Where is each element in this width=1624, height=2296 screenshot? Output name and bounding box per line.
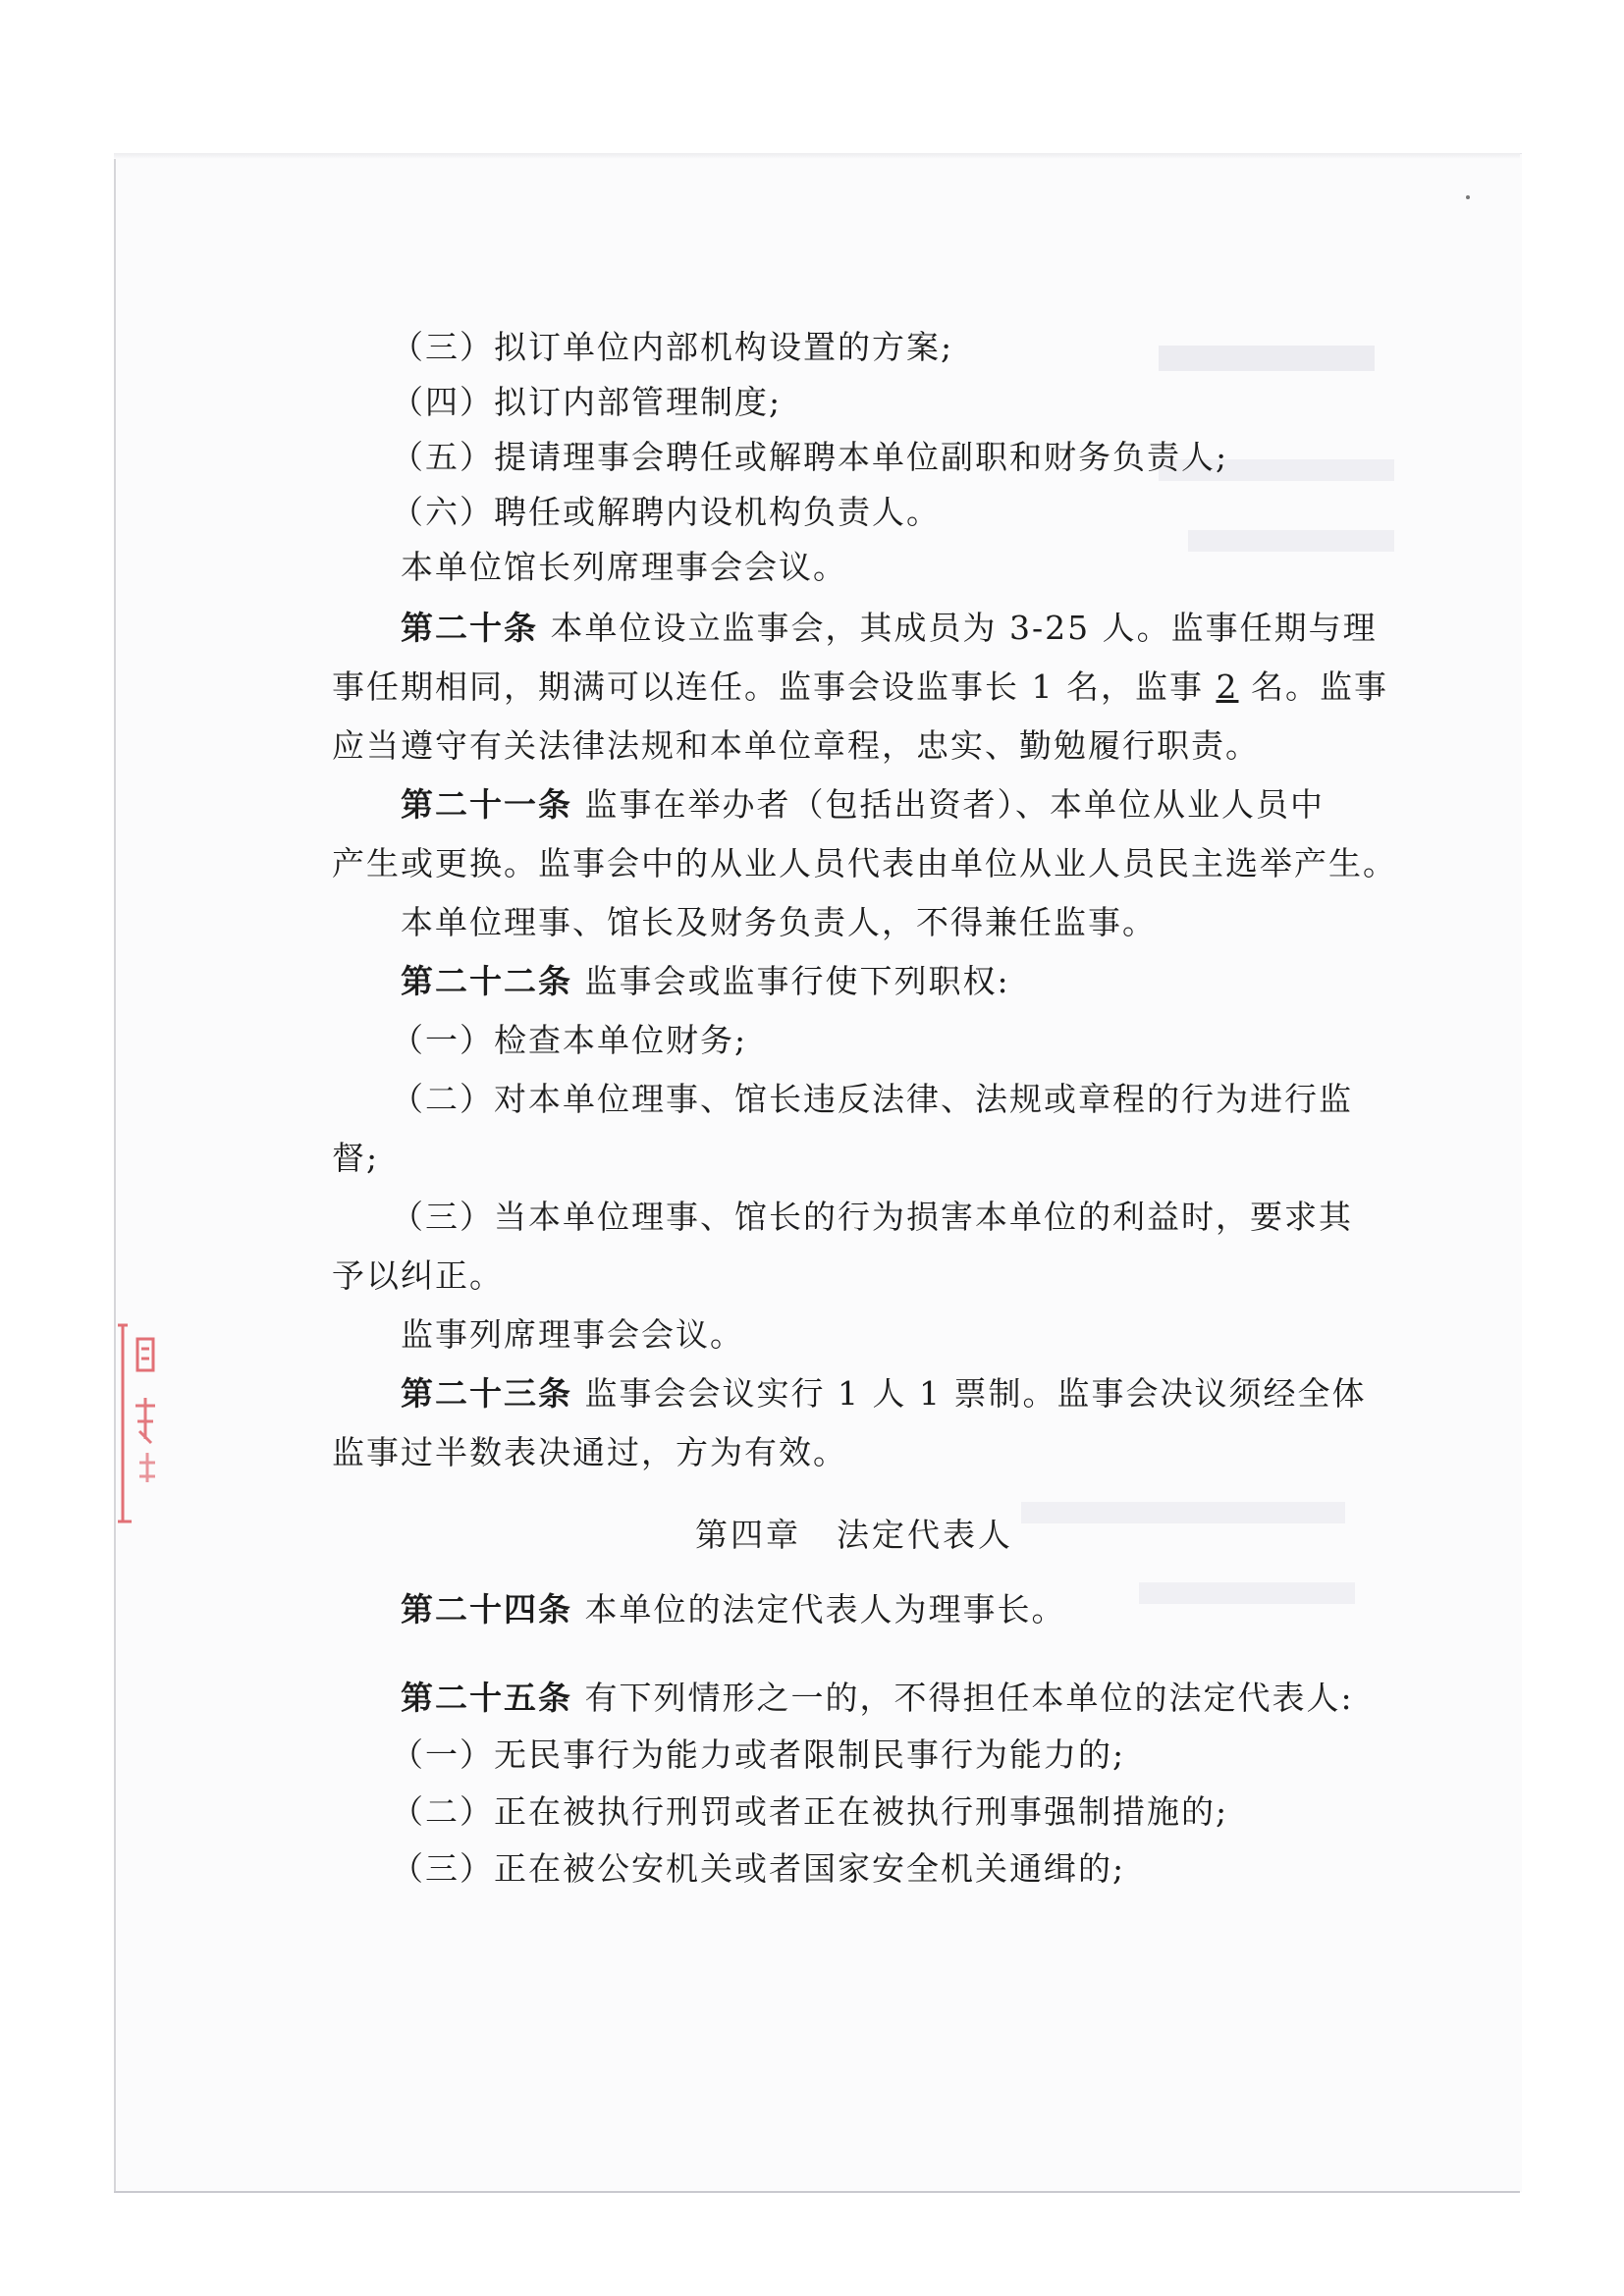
line-text-tail: 名。监事 — [1238, 667, 1388, 706]
article-heading: 第二十条 — [401, 609, 538, 647]
article-text: 监事会或监事行使下列职权: — [572, 962, 1010, 1000]
text-line: （四）拟订内部管理制度; — [391, 383, 783, 421]
article-text: 有下列情形之一的，不得担任本单位的法定代表人: — [572, 1679, 1354, 1717]
text-line: 应当遵守有关法律法规和本单位章程，忠实、勤勉履行职责。 — [332, 726, 1260, 765]
text-line: 监事过半数表决通过，方为有效。 — [332, 1433, 847, 1471]
article-24-line — [401, 1590, 1066, 1629]
text-line: （三）当本单位理事、馆长的行为损害本单位的利益时，要求其 — [391, 1198, 1353, 1236]
text-line: （一）检查本单位财务; — [391, 1021, 748, 1059]
underlined-number: 2 — [1216, 667, 1239, 706]
line-text: 事任期相同，期满可以连任。监事会设监事长 1 名，监事 — [332, 667, 1217, 706]
text-line: 督; — [332, 1139, 380, 1177]
article-heading: 第二十三条 — [401, 1374, 572, 1413]
article-25-line — [401, 1679, 1354, 1718]
bleed-through-block — [1159, 346, 1375, 371]
article-heading: 第二十二条 — [401, 962, 572, 1000]
article-heading: 第二十一条 — [401, 785, 572, 824]
article-23-line — [401, 1374, 1366, 1414]
text-line: （三）正在被公安机关或者国家安全机关通缉的; — [391, 1849, 1126, 1888]
article-21-line — [401, 785, 1325, 825]
scan-top-edge — [114, 153, 1520, 159]
text-line: （二）对本单位理事、馆长违反法律、法规或章程的行为进行监 — [391, 1080, 1353, 1118]
article-heading: 第二十五条 — [401, 1679, 572, 1717]
article-text: 本单位设立监事会，其成员为 3-25 人。监事任期与理 — [538, 609, 1378, 647]
bleed-through-block — [1188, 530, 1394, 552]
scan-speck-icon — [1463, 192, 1473, 202]
text-line: （一）无民事行为能力或者限制民事行为能力的; — [391, 1735, 1126, 1774]
text-line — [332, 667, 1388, 707]
article-22-line — [401, 962, 1010, 1001]
text-line: 产生或更换。监事会中的从业人员代表由单位从业人员民主选举产生。 — [332, 844, 1397, 882]
text-line: （六）聘任或解聘内设机构负责人。 — [391, 493, 941, 531]
scan-bottom-edge — [114, 2191, 1520, 2193]
text-line: 本单位馆长列席理事会会议。 — [401, 548, 847, 586]
text-line: 予以纠正。 — [332, 1256, 504, 1295]
red-seal-stamp-icon — [110, 1315, 169, 1531]
text-line: （三）拟订单位内部机构设置的方案; — [391, 328, 954, 366]
text-line: 本单位理事、馆长及财务负责人，不得兼任监事。 — [401, 903, 1157, 941]
chapter-title: 第四章 法定代表人 — [695, 1516, 1013, 1554]
article-text: 监事会会议实行 1 人 1 票制。监事会决议须经全体 — [572, 1374, 1367, 1413]
text-line: 监事列席理事会会议。 — [401, 1315, 744, 1354]
article-text: 监事在举办者（包括出资者）、本单位从业人员中 — [572, 785, 1325, 824]
article-text: 本单位的法定代表人为理事长。 — [572, 1590, 1066, 1629]
text-line: （二）正在被执行刑罚或者正在被执行刑事强制措施的; — [391, 1792, 1229, 1831]
text-line: （五）提请理事会聘任或解聘本单位副职和财务负责人; — [391, 438, 1229, 476]
bleed-through-block — [1021, 1502, 1345, 1523]
article-20-line — [401, 609, 1378, 648]
bleed-through-block — [1139, 1582, 1355, 1604]
article-heading: 第二十四条 — [401, 1590, 572, 1629]
